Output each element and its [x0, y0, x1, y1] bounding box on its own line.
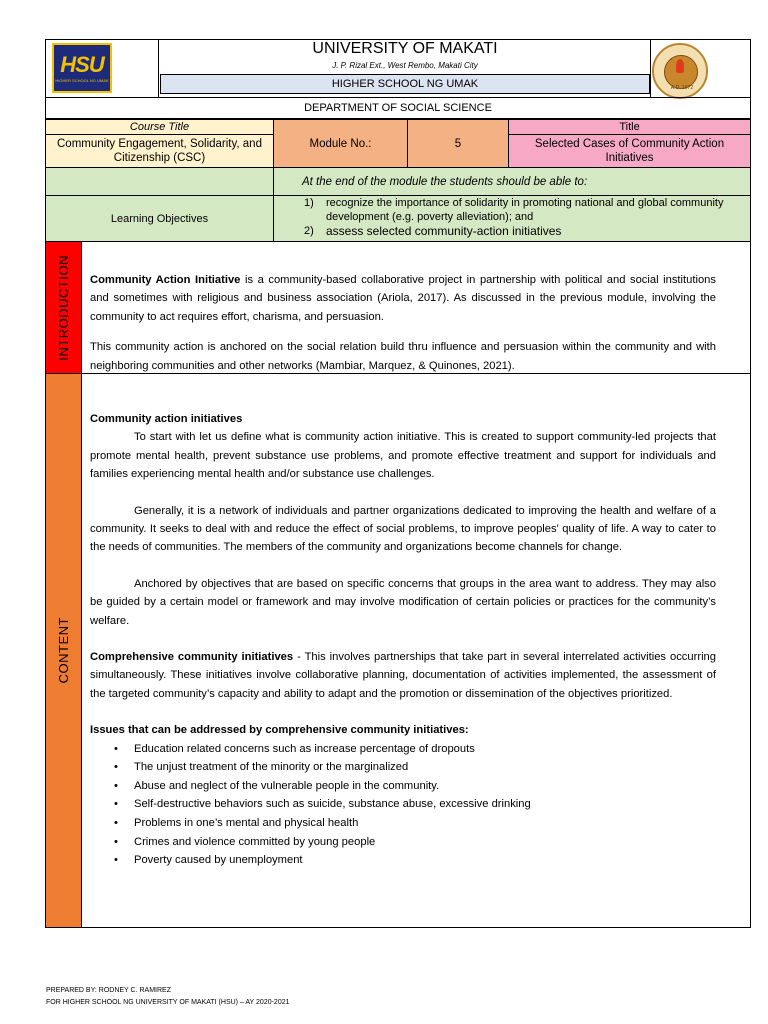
hsu-logo-subtext: HIGHER SCHOOL NG UMAK [55, 77, 109, 83]
list-item: • Abuse and neglect of the vulnerable people in the community. [90, 777, 716, 796]
introduction-paragraph-1 [90, 271, 716, 326]
list-item: • The unjust treatment of the minority or the marginalized [90, 758, 716, 777]
objective-text-2: assess selected community-action initiatives [326, 224, 562, 238]
module-title-label-text: Title [619, 121, 640, 133]
list-item: • Problems in one’s mental and physical health [90, 814, 716, 833]
course-title-value [45, 134, 274, 168]
course-title-text: Community Engagement, Solidarity, and Citizenship (CSC) [57, 138, 262, 164]
content-paragraph-2: Generally, it is a network of individuals and partner organizations dedicated to improving the health and welfare of a community. It seeks to deal with and reduce the effect of social problems, to improve peoples' quality of life. A way to cater to the needs of communities. The members of the community and organizations become channels for change. [90, 504, 716, 554]
objective-number-1: 1) [304, 197, 314, 209]
footer-prepared-by: PREPARED BY: RODNEY C. RAMIREZ [46, 987, 171, 994]
module-number-cell [407, 119, 509, 168]
module-title-label [508, 119, 751, 135]
school-name-bar [160, 74, 650, 94]
issues-list [90, 740, 716, 870]
module-number: 5 [454, 137, 462, 150]
objective-item-2 [304, 224, 742, 239]
list-item: • Education related concerns such as increase percentage of dropouts [90, 740, 716, 759]
module-label: Module No.: [309, 137, 372, 150]
footer [46, 985, 290, 1009]
content-paragraph-4 [90, 648, 716, 703]
objective-number-2: 2) [304, 225, 314, 237]
objective-item-1 [304, 197, 742, 224]
header-divider-right [650, 39, 651, 98]
objectives-intro-cell [273, 167, 751, 196]
seal-year: A.D. 1972 [670, 85, 694, 91]
objectives-intro-text: At the end of the module the students should be able to: [302, 175, 588, 188]
comprehensive-initiatives-term: Comprehensive community initiatives [90, 651, 294, 664]
department-row [45, 97, 751, 119]
university-address: J. P. Rizal Ext., West Rembo, Makati City [332, 61, 478, 70]
university-name: UNIVERSITY OF MAKATI [312, 40, 498, 57]
hsu-logo [52, 43, 112, 93]
community-action-initiative-term: Community Action Initiative [90, 274, 241, 286]
department-name: DEPARTMENT OF SOCIAL SCIENCE [304, 102, 492, 114]
module-title-value [508, 134, 751, 168]
learning-objectives-label: Learning Objectives [110, 212, 209, 225]
issues-heading: Issues that can be addressed by comprehensive community initiatives: [90, 724, 469, 737]
school-name: HIGHER SCHOOL NG UMAK [331, 78, 479, 90]
content-p4-text: - This involves partnerships that take part in several interrelated activities occurring simultaneously. These initiatives involve collaborative planning, documentation of activities implemented, the assessment of the targeted community’s capacity and ability to adapt and the promotion or dissemination of the objectives prioritized. [90, 651, 716, 700]
module-label-cell [273, 119, 408, 168]
introduction-paragraph-2: This community action is anchored on the social relation build thru influence and persuasion within the community and with neighboring communities and other networks (Mambiar, Marquez, & Quinones, 2021). [90, 341, 716, 372]
objective-text-1: recognize the importance of solidarity in promoting national and global community development (e.g. poverty alleviation); and [326, 197, 724, 223]
torch-flame-icon [676, 59, 684, 73]
content-side-bar [45, 373, 82, 928]
module-title-text: Selected Cases of Community Action Initiatives [534, 138, 725, 164]
objectives-spacer-cell [45, 167, 274, 196]
hsu-logo-text: HSU [60, 51, 104, 77]
introduction-side-bar [45, 241, 82, 374]
list-item: • Self-destructive behaviors such as suicide, substance abuse, excessive drinking [90, 795, 716, 814]
course-title-label [45, 119, 274, 135]
content-section [81, 373, 751, 928]
list-item: • Poverty caused by unemployment [90, 851, 716, 870]
content-side-label: CONTENT [56, 617, 71, 684]
footer-institution: FOR HIGHER SCHOOL NG UNIVERSITY OF MAKATI (HSU) – AY 2020-2021 [46, 999, 290, 1006]
content-heading: Community action initiatives [90, 413, 243, 425]
header-divider-left [158, 39, 159, 98]
list-item: • Crimes and violence committed by young people [90, 833, 716, 852]
introduction-side-label: INTRODUCTION [56, 254, 71, 361]
introduction-section [81, 241, 751, 374]
learning-objectives-label-cell [45, 195, 274, 242]
university-seal [652, 43, 708, 99]
content-paragraph-1: To start with let us define what is community action initiative. This is created to support community-led projects that promote mental health, prevent substance use problems, and promote effective treatment and support for individuals and families experiencing mental health and/or substance use challenges. [90, 431, 716, 481]
content-paragraph-3: Anchored by objectives that are based on specific concerns that groups in the area want to address. They may also be guided by a certain model or framework and may involve modification of certain policies or practices for the community’s welfare. [90, 577, 716, 627]
course-title-label-text: Course Title [129, 121, 190, 133]
learning-objectives-list [273, 195, 751, 242]
introduction-p1-text: is a community-based collaborative project in partnership with political and social institutions and sometimes with religious and business association (Ariola, 2017). As discussed in the previous module, involving the community to act requires effort, charisma, and persuasion. [90, 274, 716, 323]
